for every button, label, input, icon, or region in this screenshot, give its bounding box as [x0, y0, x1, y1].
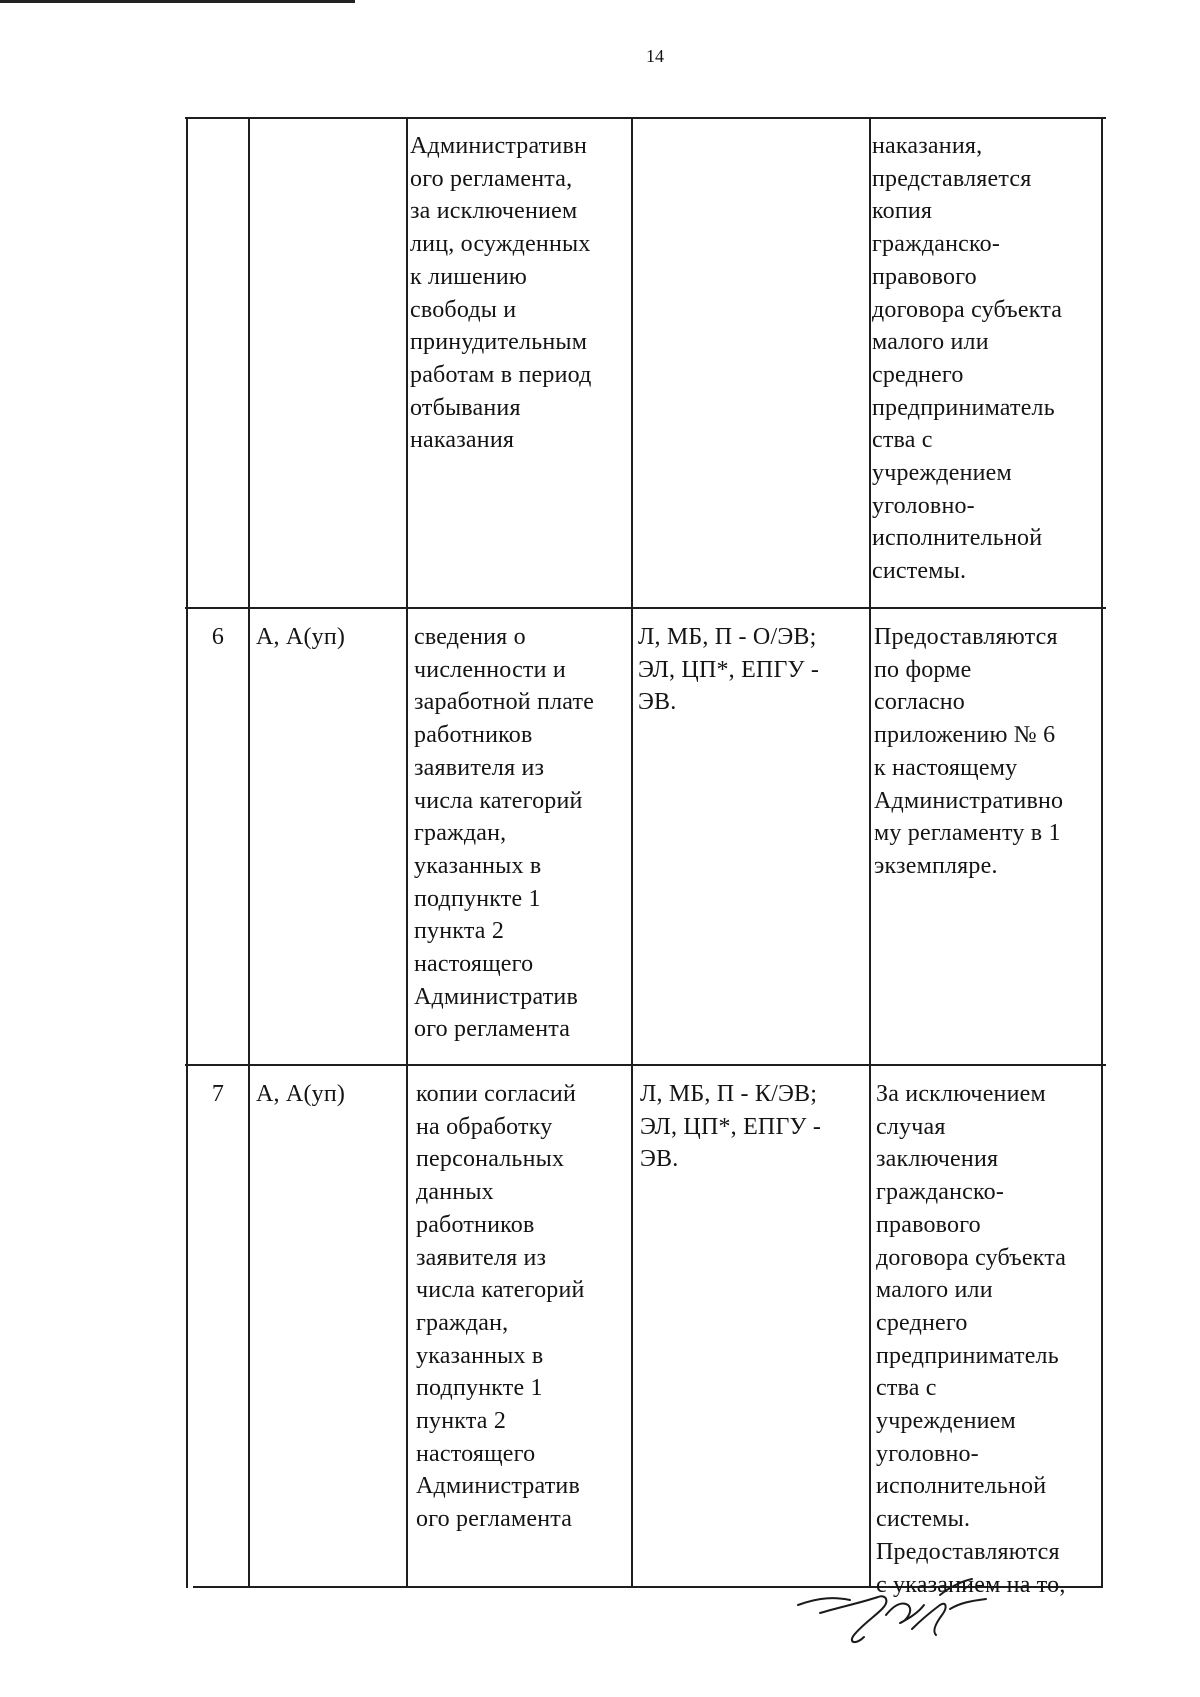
- column-divider: [869, 117, 871, 1588]
- document-name-cell: сведения о численности и заработной плате работников заявителя из числа категорий граждан, указанных в подпункте 1 пункта 2 настоящего Административ ого регламента: [414, 624, 595, 1043]
- table-row-divider: [185, 1064, 1106, 1066]
- table-border-top: [185, 117, 1106, 119]
- document-name-cell: копии согласий на обработку персональных данных работников заявителя из числа категорий граждан, указанных в подпункте 1 пункта 2 настоящего Административ ого регламента: [416, 1081, 585, 1533]
- table-row-divider: [185, 607, 1106, 609]
- column-divider: [248, 117, 250, 1588]
- document-name-cell: Административн ого регламента, за исключением лиц, осужденных к лишению свободы и принудительным работам в период отбывания наказания: [410, 133, 592, 454]
- scan-artifact-rule: [0, 0, 355, 3]
- applicant-cell: А, А(уп): [256, 1081, 346, 1107]
- note-cell: За исключением случая заключения гражданско- правового договора субъекта малого или среднего предприниматель ства с учреждением уголовно- исполнительной системы. Предоставляются с указанием на то,: [876, 1081, 1067, 1598]
- applicant-cell: А, А(уп): [256, 624, 346, 650]
- handwritten-signature: [790, 1575, 1000, 1655]
- page-number: 14: [646, 46, 664, 66]
- row-number-cell: 7: [211, 1081, 225, 1107]
- note-cell: наказания, представляется копия гражданско- правового договора субъекта малого или среднего предприниматель ства с учреждением уголовно- исполнительной системы.: [872, 133, 1063, 585]
- column-divider: [406, 117, 408, 1588]
- row-number-cell: 6: [211, 624, 225, 650]
- submission-form-cell: Л, МБ, П - К/ЭВ; ЭЛ, ЦП*, ЕПГУ - ЭВ.: [640, 1081, 822, 1173]
- table-border-left: [186, 117, 188, 1588]
- column-divider: [631, 117, 633, 1588]
- submission-form-cell: Л, МБ, П - О/ЭВ; ЭЛ, ЦП*, ЕПГУ - ЭВ.: [638, 624, 820, 716]
- note-cell: Предоставляются по форме согласно приложению № 6 к настоящему Административно му регламенту в 1 экземпляре.: [874, 624, 1064, 879]
- table-border-right: [1101, 117, 1103, 1588]
